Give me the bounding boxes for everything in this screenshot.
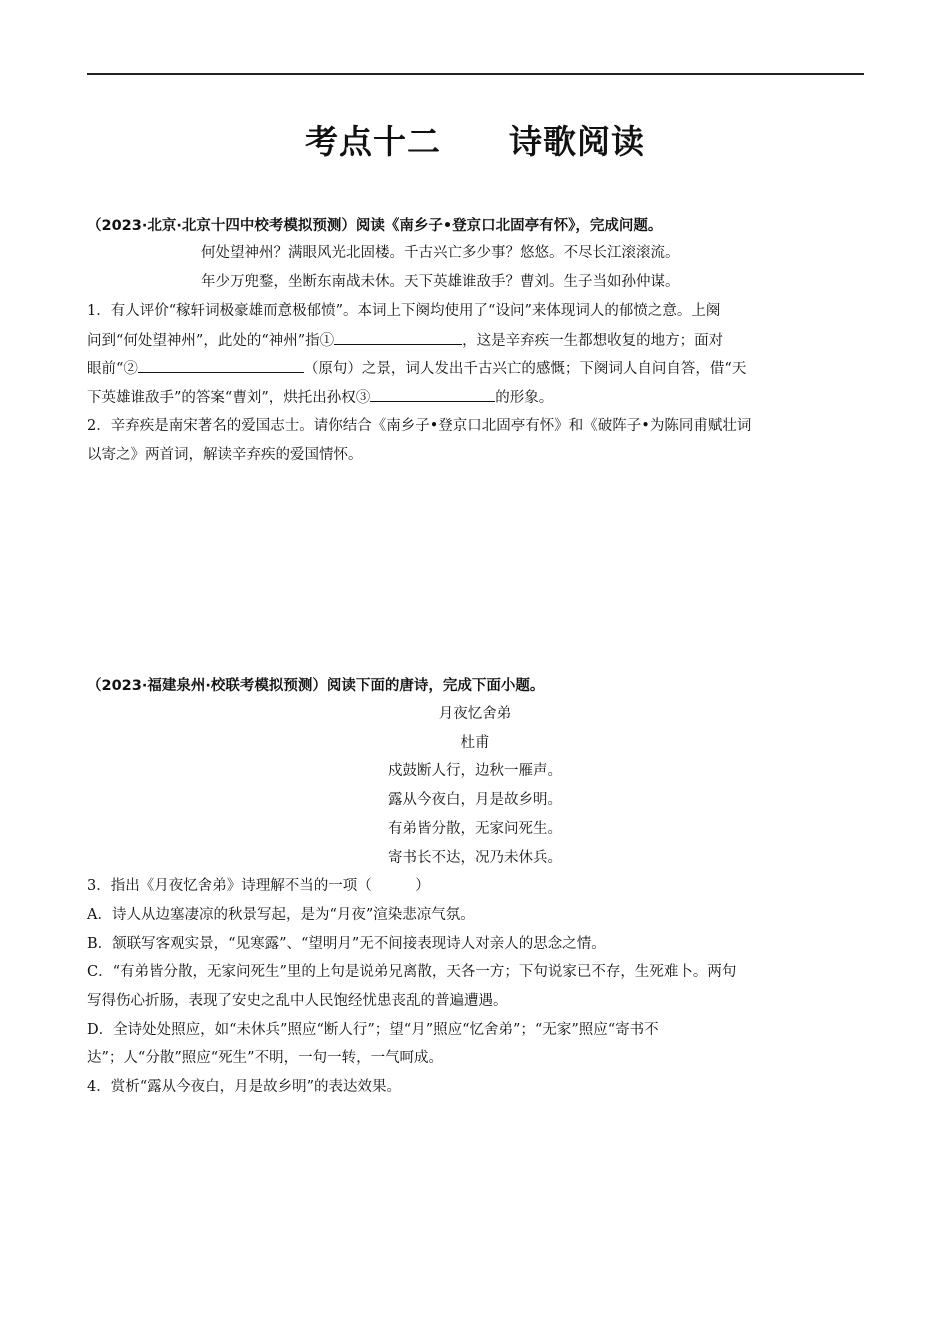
header-rule bbox=[87, 73, 864, 75]
q1-line-4 bbox=[87, 387, 863, 408]
q2-line-1: 2．辛弃疾是南宋著名的爱国志士。请你结合《南乡子•登京口北固亭有怀》和《破阵子•为陈同甫赋壮词 bbox=[87, 418, 752, 434]
q1-blank-3[interactable] bbox=[370, 387, 495, 402]
q1-line-3 bbox=[87, 358, 863, 379]
q2-line-2: 以寄之》两首词，解读辛弃疾的爱国情怀。 bbox=[87, 447, 363, 463]
q1-line-2 bbox=[87, 330, 863, 351]
page-title: 考点十二 诗歌阅读 bbox=[305, 122, 645, 161]
q3-option-c-line-2[interactable]: 写得伤心折肠，表现了安史之乱中人民饱经忧患丧乱的普遍遭遇。 bbox=[87, 993, 508, 1009]
q1-line-2-text-a: 问到“何处望神州”，此处的“神州”指① bbox=[87, 333, 335, 349]
q3-option-a[interactable]: A．诗人从边塞凄凉的秋景写起，是为“月夜”渲染悲凉气氛。 bbox=[87, 907, 475, 923]
q1-line-3-text-a: 眼前“② bbox=[87, 361, 138, 377]
poem-line-2: 露从今夜白，月是故乡明。 bbox=[388, 792, 562, 808]
poem-title: 月夜忆舍弟 bbox=[438, 706, 512, 722]
q3-option-d-line-1[interactable]: D．全诗处处照应，如“未休兵”照应“断人行”；望“月”照应“忆舍弟”；“无家”照应“寄书不 bbox=[87, 1022, 659, 1038]
q4-stem: 4．赏析“露从今夜白，月是故乡明”的表达效果。 bbox=[87, 1079, 402, 1095]
q3-option-d-line-2[interactable]: 达”；人“分散”照应“死生”不明，一句一转，一气呵成。 bbox=[87, 1050, 444, 1066]
poem-line-4: 寄书长不达，况乃未休兵。 bbox=[388, 850, 562, 866]
q3-option-b[interactable]: B．颔联写客观实景，“见寒露”、“望明月”无不间接表现诗人对亲人的思念之情。 bbox=[87, 936, 606, 952]
poem-author: 杜甫 bbox=[460, 735, 490, 751]
q1-line-3-text-b: （原句）之景，词人发出千古兴亡的感慨；下阕词人自问自答，借“天 bbox=[303, 361, 747, 377]
section1-intro: （2023·北京·北京十四中校考模拟预测）阅读《南乡子•登京口北固亭有怀》，完成问题。 bbox=[87, 218, 663, 234]
q1-blank-1[interactable] bbox=[334, 330, 462, 345]
q1-line-4-text-a: 下英雄谁敌手”的答案“曹刘”，烘托出孙权③ bbox=[87, 390, 371, 406]
q1-blank-2[interactable] bbox=[138, 358, 304, 373]
section2-intro: （2023·福建泉州·校联考模拟预测）阅读下面的唐诗，完成下面小题。 bbox=[87, 678, 545, 694]
section1-poem-line-1: 何处望神州？满眼风光北固楼。千古兴亡多少事？悠悠。不尽长江滚滚流。 bbox=[201, 245, 680, 261]
q1-line-2-text-b: ，这是辛弃疾一生都想收复的地方；面对 bbox=[462, 333, 724, 349]
poem-line-1: 戍鼓断人行，边秋一雁声。 bbox=[388, 763, 562, 779]
q1-line-4-text-b: 的形象。 bbox=[495, 390, 554, 406]
q3-option-c-line-1[interactable]: C．“有弟皆分散，无家问死生”里的上句是说弟兄离散，天各一方；下句说家已不存，生死难卜。两句 bbox=[87, 964, 737, 980]
q3-stem: 3．指出《月夜忆舍弟》诗理解不当的一项（ ） bbox=[87, 878, 430, 894]
q1-line-1: 1．有人评价“稼轩词极豪雄而意极郁愤”。本词上下阕均使用了“设问”来体现词人的郁愤之意。上阕 bbox=[87, 303, 721, 319]
section1-poem-line-2: 年少万兜鍪，坐断东南战未休。天下英雄谁敌手？曹刘。生子当如孙仲谋。 bbox=[201, 274, 680, 290]
poem-line-3: 有弟皆分散，无家问死生。 bbox=[388, 821, 562, 837]
